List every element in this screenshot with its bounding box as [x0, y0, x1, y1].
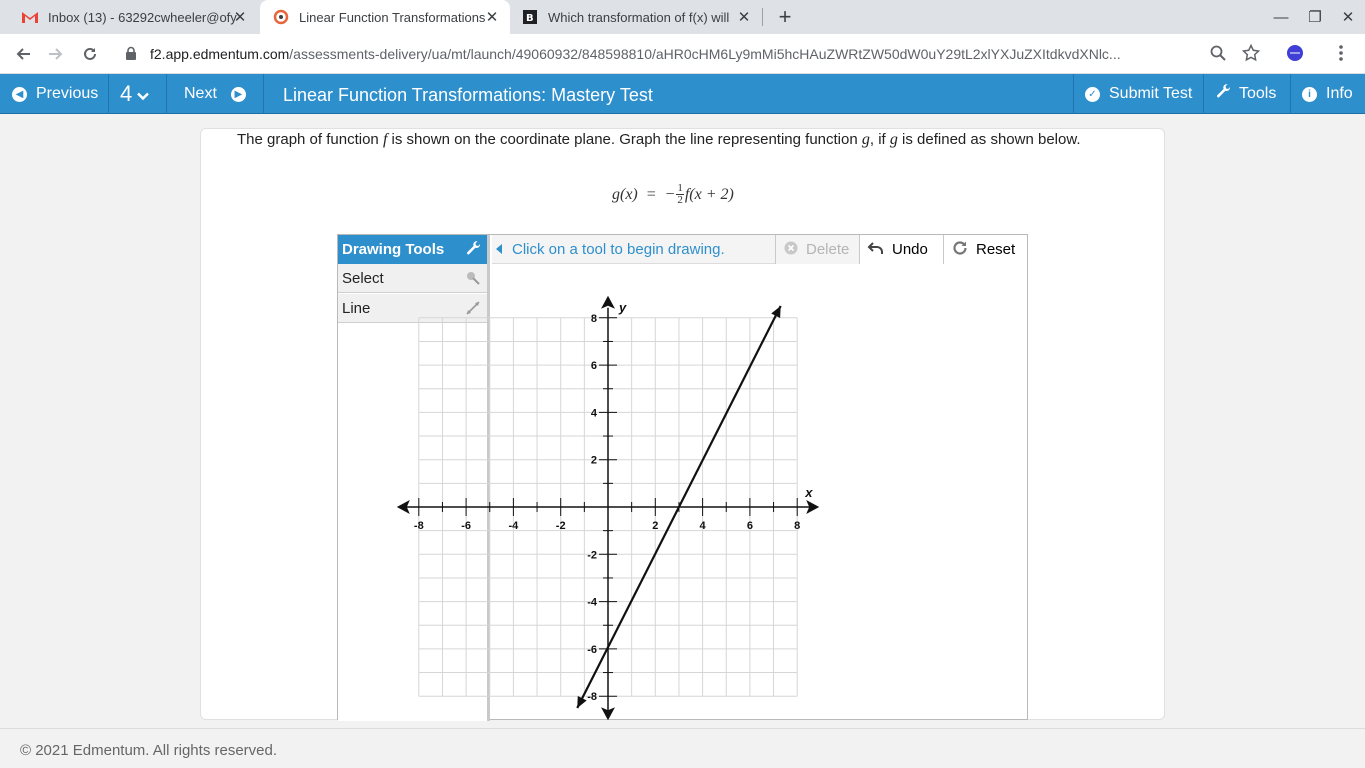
x-tick-label: 2 — [652, 520, 659, 532]
undo-icon — [868, 241, 884, 259]
profile-avatar-icon[interactable] — [1284, 42, 1306, 64]
page-footer — [0, 728, 1365, 768]
edmentum-icon — [273, 9, 289, 25]
tab-separator — [762, 8, 763, 26]
previous-label: Previous — [36, 85, 99, 102]
y-tick-label: -8 — [587, 691, 597, 704]
reset-button[interactable]: Reset — [943, 235, 1027, 264]
svg-text:B: B — [526, 13, 534, 24]
tool-hint: Click on a tool to begin drawing. — [492, 235, 775, 264]
x-tick-label: 8 — [794, 520, 801, 532]
function-equation: g(x) = − $\frac{1}{2}$ f(x + 2) — [612, 182, 734, 206]
toolbar-divider — [1203, 74, 1204, 114]
test-title: Linear Function Transformations: Mastery Test — [283, 85, 653, 105]
info-icon: i — [1302, 87, 1317, 102]
x-tick-label: 6 — [746, 520, 753, 532]
y-tick-label: -2 — [587, 549, 597, 562]
info-button[interactable] — [1302, 74, 1353, 114]
tools-button[interactable] — [1216, 74, 1276, 114]
submit-label: Submit Test — [1109, 85, 1193, 102]
x-axis-label: x — [805, 485, 813, 500]
y-axis-arrow-up — [601, 296, 615, 309]
submit-test-button[interactable] — [1085, 74, 1192, 114]
close-icon[interactable]: ✕ — [485, 9, 499, 26]
new-tab-plus-icon[interactable]: + — [778, 4, 792, 29]
drawing-tools-panel — [338, 235, 490, 721]
browser-tab-strip — [0, 0, 1365, 34]
y-tick-label: 4 — [590, 407, 597, 420]
tab-brainly[interactable] — [522, 0, 762, 34]
info-label: Info — [1326, 85, 1353, 102]
reload-icon[interactable] — [78, 42, 102, 66]
wrench-icon — [466, 241, 481, 260]
restore-icon[interactable]: ❐ — [1308, 9, 1322, 26]
copyright-text: © 2021 Edmentum. All rights reserved. — [20, 742, 278, 759]
chevron-down-icon — [137, 81, 149, 107]
toolbar-divider — [1290, 74, 1291, 114]
question-number: 4 — [120, 81, 133, 106]
x-tick-label: -4 — [508, 520, 519, 532]
coordinate-plane[interactable] — [413, 264, 1027, 719]
question-number-dropdown[interactable] — [120, 74, 149, 114]
y-tick-label: 8 — [590, 312, 597, 325]
minimize-icon[interactable]: — — [1273, 8, 1289, 26]
arrow-right-icon: ▶ — [231, 87, 246, 102]
chrome-menu-icon[interactable] — [1330, 42, 1352, 64]
graphing-widget — [337, 234, 1028, 720]
check-circle-icon: ✓ — [1085, 87, 1100, 102]
x-tick-label: 4 — [699, 520, 706, 532]
y-axis-label: y — [619, 299, 627, 315]
lock-icon — [126, 47, 136, 65]
delete-button[interactable]: Delete — [775, 235, 859, 264]
tab-title: Linear Function Transformations — [299, 9, 486, 25]
drawing-tools-header: Drawing Tools — [338, 235, 487, 264]
y-tick-label: 6 — [590, 360, 597, 373]
window-close-icon[interactable]: ✕ — [1341, 9, 1355, 26]
question-text: The graph of function f is shown on the coordinate plane. Graph the line representing function g, if g is defined as shown below. — [237, 131, 1081, 148]
fraction: $\frac{1}{2}$ — [677, 182, 683, 206]
url-text: f2.app.edmentum.com/assessments-delivery/ua/mt/launch/49060932/848598810/aHR0cHM6Ly9mMi5hcHAuZWRtZW50dW0uY29tL2xlYXJuZXItdkvdXNlc... — [150, 46, 1121, 62]
tab-gmail[interactable] — [22, 0, 258, 34]
y-tick-label: 2 — [590, 454, 597, 467]
next-label: Next — [184, 85, 217, 102]
previous-button[interactable] — [12, 74, 98, 114]
select-cursor-icon — [465, 270, 481, 290]
y-tick-label: -4 — [587, 596, 597, 609]
line-tool[interactable]: Line — [338, 294, 487, 323]
tab-edmentum[interactable] — [260, 0, 510, 34]
toolbar-divider — [166, 74, 167, 114]
url-field[interactable] — [112, 39, 1272, 69]
gmail-icon — [22, 9, 38, 25]
bookmark-star-icon[interactable] — [1240, 42, 1262, 64]
forward-arrow-icon[interactable] — [44, 42, 68, 66]
toolbar-divider — [108, 74, 109, 114]
tab-title: Inbox (13) - 63292cwheeler@ofy — [48, 9, 237, 25]
close-icon[interactable]: ✕ — [233, 9, 247, 26]
x-tick-label: -8 — [413, 520, 424, 532]
tools-label: Tools — [1239, 85, 1277, 102]
toolbar-divider — [263, 74, 264, 114]
wrench-icon — [1216, 84, 1231, 104]
line-tool-icon — [465, 300, 481, 320]
close-icon[interactable]: ✕ — [737, 9, 751, 26]
toolbar-divider — [1073, 74, 1074, 114]
arrow-left-icon: ◀ — [12, 87, 27, 102]
zoom-icon[interactable] — [1207, 42, 1229, 64]
delete-x-icon — [784, 241, 798, 259]
x-tick-label: -6 — [461, 520, 471, 532]
tab-title: Which transformation of f(x) will — [548, 9, 730, 25]
undo-button[interactable]: Undo — [859, 235, 943, 264]
x-tick-label: -2 — [555, 520, 566, 532]
address-bar — [0, 34, 1365, 74]
next-button[interactable] — [184, 74, 246, 114]
back-arrow-icon[interactable] — [11, 42, 35, 66]
reset-icon — [952, 240, 968, 260]
select-tool[interactable]: Select — [338, 264, 487, 293]
assessment-toolbar — [0, 74, 1365, 114]
brainly-icon — [522, 9, 538, 25]
y-tick-label: -6 — [587, 643, 597, 656]
collapse-arrow-icon[interactable] — [496, 244, 502, 254]
